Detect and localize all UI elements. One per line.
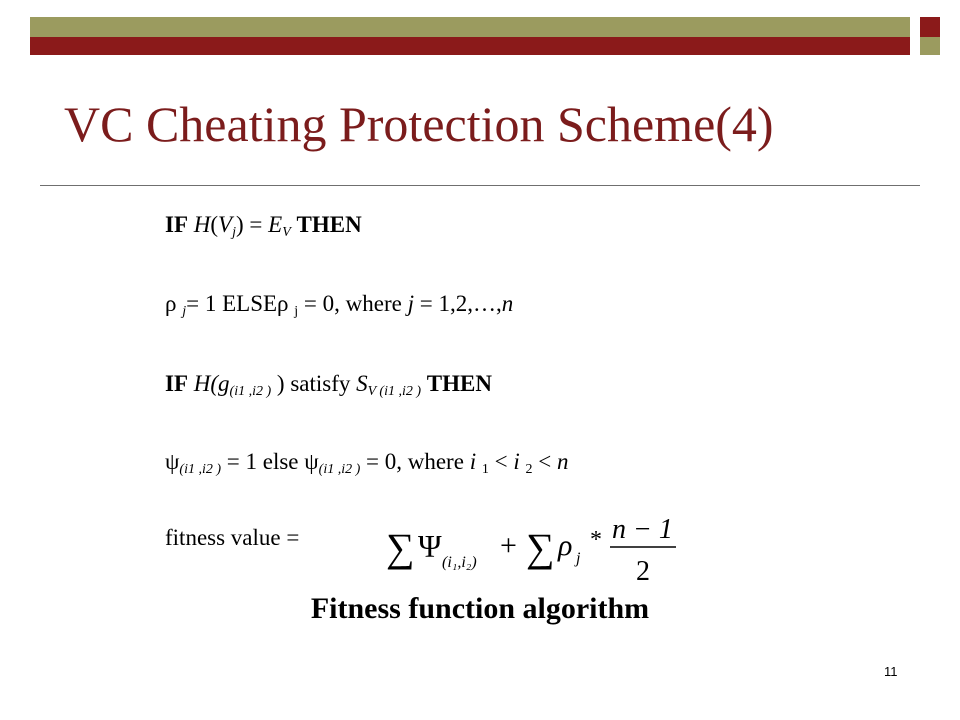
satisfy-text: ) satisfy bbox=[276, 371, 351, 396]
header-square-dark-red bbox=[920, 17, 940, 37]
var-n: n bbox=[501, 291, 514, 316]
less-than-2: < bbox=[538, 449, 552, 474]
fitness-formula bbox=[380, 505, 680, 585]
rho-subscript: j bbox=[576, 550, 581, 567]
hash-function-h-2: H bbox=[193, 371, 211, 396]
keyword-if-2: IF bbox=[165, 371, 188, 396]
keyword-then-2: THEN bbox=[426, 371, 492, 396]
range-text: = 1,2,…, bbox=[419, 291, 502, 316]
fraction-denominator: 2 bbox=[636, 556, 650, 585]
algorithm-line-3 bbox=[165, 372, 492, 399]
psi-else-text: = 1 else ψ bbox=[226, 449, 319, 474]
subscript-i1-i2: (i1 ,i2 ) bbox=[229, 384, 272, 399]
algorithm-line-5 bbox=[165, 526, 299, 549]
keyword-if: IF bbox=[165, 212, 188, 237]
less-than: < bbox=[494, 449, 508, 474]
subscript-1: 1 bbox=[481, 462, 489, 477]
subscript-v: V bbox=[282, 225, 291, 240]
algorithm-line-1 bbox=[165, 213, 362, 240]
equals: ) = bbox=[236, 212, 263, 237]
plus-sign: + bbox=[500, 529, 517, 562]
rho-symbol: ρ bbox=[165, 291, 177, 316]
subscript-i1-i2: (i1 ,i2 ) bbox=[179, 462, 222, 477]
var-e: E bbox=[268, 212, 283, 237]
var-j: j bbox=[407, 291, 414, 316]
var-s: S bbox=[356, 371, 368, 396]
var-v: V bbox=[218, 212, 233, 237]
paren: ( bbox=[210, 212, 219, 237]
slide-title: VC Cheating Protection Scheme(4) bbox=[64, 96, 774, 152]
where-text-2: = 0, where bbox=[366, 449, 464, 474]
header-square-olive bbox=[920, 37, 940, 55]
algorithm-line-2 bbox=[165, 292, 513, 319]
algorithm-line-4 bbox=[165, 450, 568, 477]
subscript-v-i1-i2: V (i1 ,i2 ) bbox=[367, 384, 422, 399]
rho-italic: ρ bbox=[558, 529, 573, 562]
rho-symbol-2: ρ bbox=[277, 291, 289, 316]
var-g: (g bbox=[210, 371, 230, 396]
else-text: = 1 ELSE bbox=[186, 291, 278, 316]
page-number: 11 bbox=[884, 664, 898, 679]
times-sign: * bbox=[590, 527, 602, 553]
subscript-j-2: j bbox=[294, 304, 299, 319]
caption: Fitness function algorithm bbox=[310, 592, 650, 625]
header-band-dark-red bbox=[30, 37, 910, 55]
keyword-then: THEN bbox=[296, 212, 362, 237]
sum-symbol: ∑ bbox=[386, 525, 415, 570]
var-i: i bbox=[469, 449, 477, 474]
psi-capital: Ψ bbox=[418, 528, 442, 564]
subscript-j: j bbox=[232, 225, 236, 240]
subscript-j: j bbox=[182, 304, 187, 319]
fitness-value-label: fitness value = bbox=[165, 525, 300, 550]
hash-function-h: H bbox=[193, 212, 211, 237]
var-i-2: i bbox=[513, 449, 520, 474]
header-band-olive bbox=[30, 17, 910, 37]
where-text: = 0, where bbox=[303, 291, 402, 316]
subscript-2: 2 bbox=[525, 462, 533, 477]
psi-symbol: ψ bbox=[165, 449, 180, 474]
sum-symbol-2: ∑ bbox=[526, 525, 555, 570]
subscript-i1-i2-2: (i1 ,i2 ) bbox=[318, 462, 361, 477]
var-n-2: n bbox=[556, 449, 569, 474]
title-divider bbox=[40, 185, 920, 186]
psi-subscript: (i₁,i₂) bbox=[442, 554, 477, 571]
fraction-numerator: n − 1 bbox=[612, 514, 673, 545]
